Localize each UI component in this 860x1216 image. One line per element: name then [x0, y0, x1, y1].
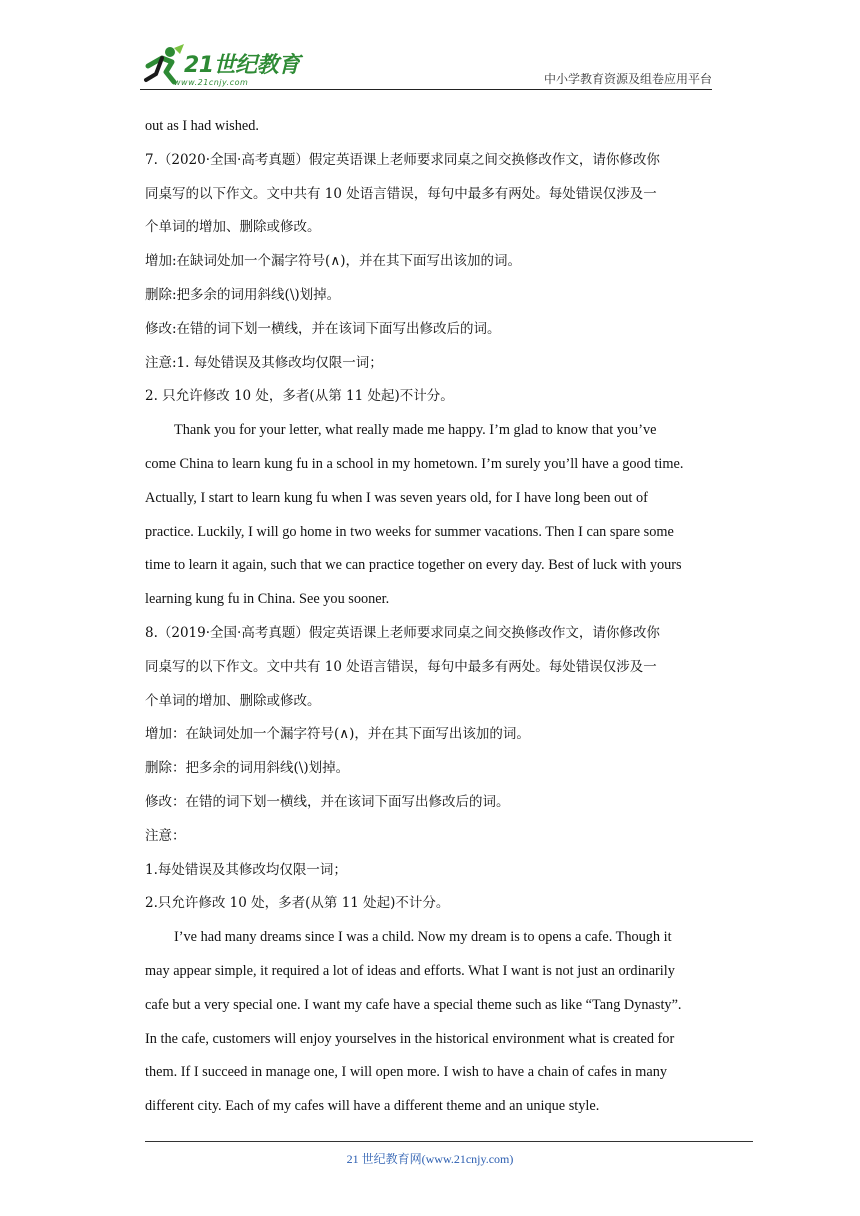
passage-line: different city. Each of my cafes will have a different theme and an unique style.	[145, 1098, 600, 1115]
question-7-stem: 7.（2020·全国·高考真题）假定英语课上老师要求同桌之间交换修改作文，请你修改你	[145, 151, 660, 168]
passage-line: come China to learn kung fu in a school in my hometown. I’m surely you’ll have a good time.	[145, 455, 684, 472]
text-line: out as I had wished.	[145, 118, 259, 134]
note-line: 2.只允许修改 10 处，多者(从第 11 处起)不计分。	[145, 895, 450, 912]
text-line: 同桌写的以下作文。文中共有 10 处语言错误，每句中最多有两处。每处错误仅涉及一	[145, 658, 657, 675]
instruction-add: 增加：在缺词处加一个漏字符号(∧)，并在其下面写出该加的词。	[145, 726, 530, 743]
document-body	[145, 110, 717, 1124]
passage-line: Actually, I start to learn kung fu when I was seven years old, for I have long been out of	[145, 489, 648, 506]
logo-url: www.21cnjy.com	[174, 78, 249, 87]
passage-line: may appear simple, it required a lot of ideas and efforts. What I want is not just an ordinarily	[145, 962, 675, 979]
logo-text: 21世纪教育	[184, 53, 300, 78]
logo	[140, 44, 320, 90]
note-line: 注意：	[145, 827, 186, 844]
page-header	[140, 38, 712, 90]
text-line: 个单词的增加、删除或修改。	[145, 692, 321, 709]
header-divider	[140, 89, 712, 90]
instruction-add: 增加:在缺词处加一个漏字符号(∧)，并在其下面写出该加的词。	[145, 253, 521, 270]
note-line: 注意:1. 每处错误及其修改均仅限一词；	[145, 354, 383, 371]
passage-line: practice. Luckily, I will go home in two weeks for summer vacations. Then I can spare some	[145, 523, 674, 540]
text-line: 同桌写的以下作文。文中共有 10 处语言错误，每句中最多有两处。每处错误仅涉及一	[145, 185, 657, 202]
footer-text: 21 世纪教育网(www.21cnjy.com)	[346, 1152, 514, 1166]
passage-line: cafe but a very special one. I want my cafe have a special theme such as like “Tang Dynasty”.	[145, 996, 682, 1013]
note-line: 1.每处错误及其修改均仅限一词；	[145, 861, 347, 878]
text-line: 个单词的增加、删除或修改。	[145, 219, 321, 236]
passage-line: learning kung fu in China. See you sooner.	[145, 591, 390, 608]
passage-line: time to learn it again, such that we can practice together on every day. Best of luck with yours	[145, 557, 682, 574]
passage-line: I’ve had many dreams since I was a child. Now my dream is to opens a cafe. Though it	[174, 929, 672, 946]
passage-line: Thank you for your letter, what really made me happy. I’m glad to know that you’ve	[174, 422, 657, 439]
note-line: 2. 只允许修改 10 处，多者(从第 11 处起)不计分。	[145, 388, 454, 405]
platform-name: 中小学教育资源及组卷应用平台	[543, 72, 712, 86]
instruction-delete: 删除：把多余的词用斜线(\)划掉。	[145, 760, 350, 777]
passage-line: In the cafe, customers will enjoy yourselves in the historical environment what is created for	[145, 1030, 675, 1047]
instruction-modify: 修改：在错的词下划一横线，并在该词下面写出修改后的词。	[145, 793, 510, 810]
instruction-delete: 删除:把多余的词用斜线(\)划掉。	[145, 286, 341, 303]
instruction-modify: 修改:在错的词下划一横线，并在该词下面写出修改后的词。	[145, 320, 501, 337]
footer-divider	[145, 1141, 753, 1142]
question-8-stem: 8.（2019·全国·高考真题）假定英语课上老师要求同桌之间交换修改作文，请你修改你	[145, 624, 660, 641]
passage-line: them. If I succeed in manage one, I will open more. I wish to have a chain of cafes in many	[145, 1064, 668, 1081]
